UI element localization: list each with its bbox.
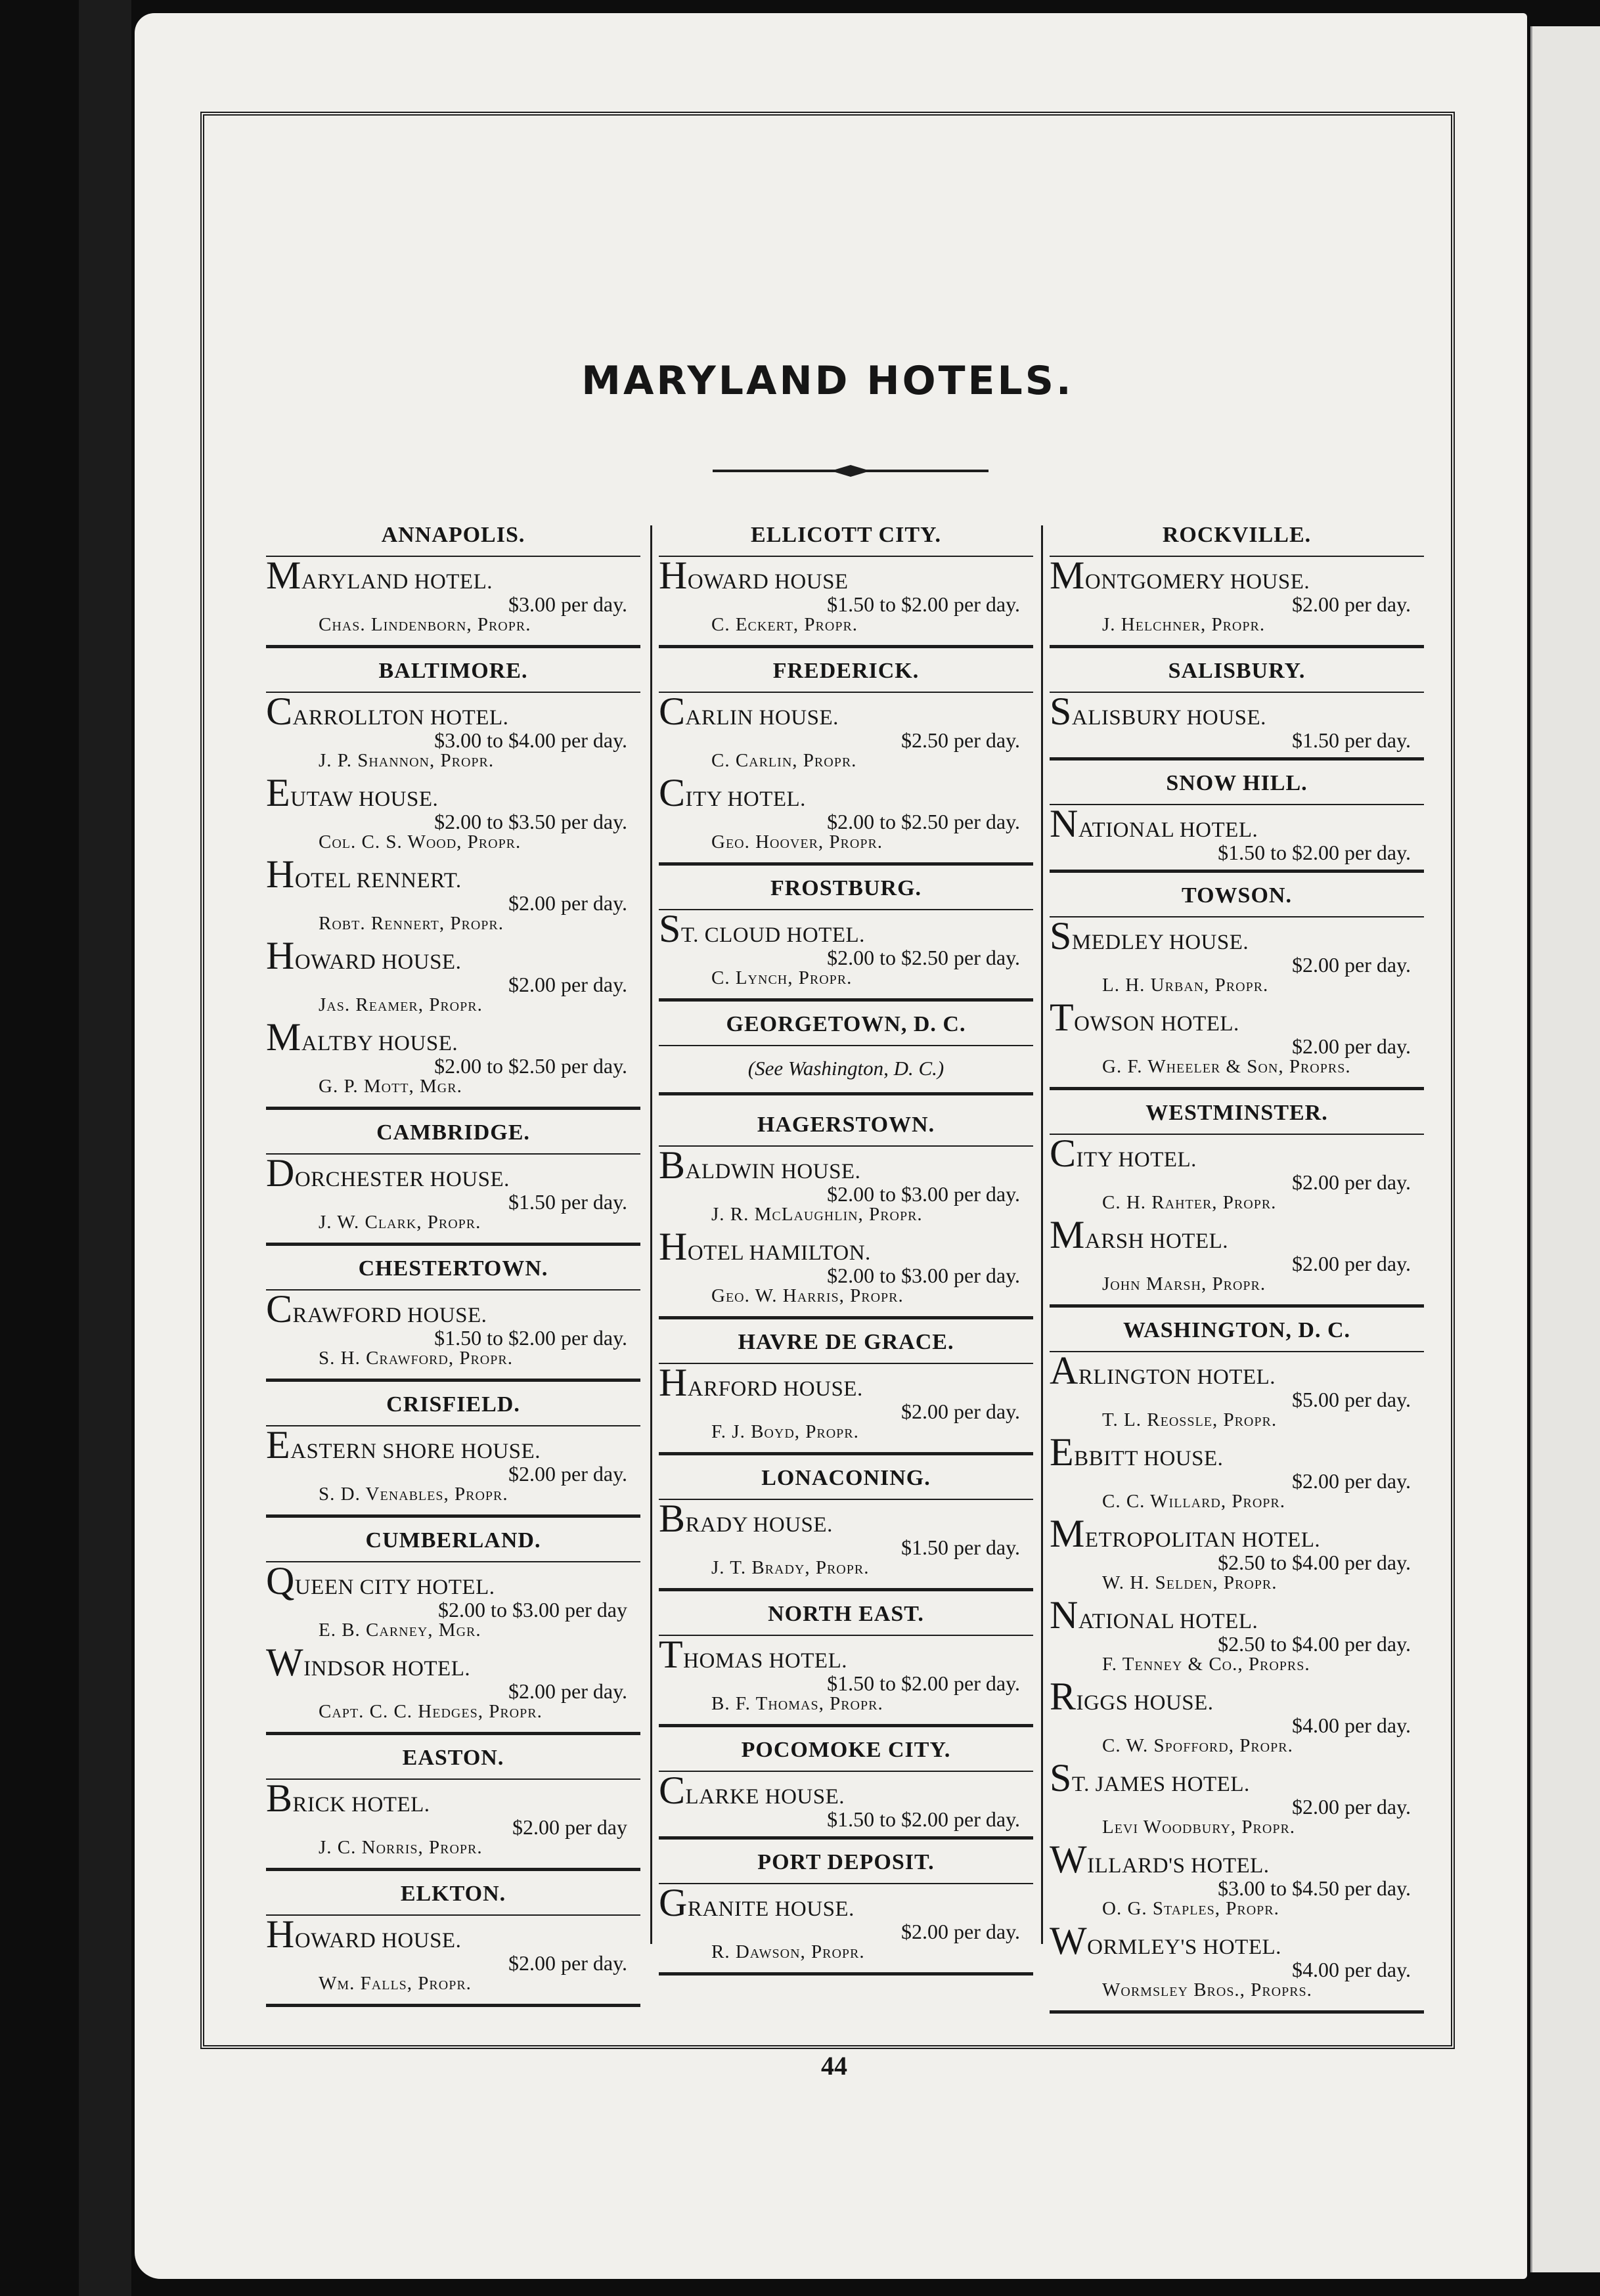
city-heading: PORT DEPOSIT.	[659, 1840, 1033, 1884]
hotel-initial: C	[659, 690, 686, 733]
hotel-entry	[1050, 1430, 1424, 1515]
hotel-initial: Q	[266, 1559, 295, 1602]
hotel-entry	[659, 690, 1033, 774]
hotel-name-rest: ARYLAND HOTEL.	[301, 570, 493, 594]
hotel-initial: W	[1050, 1838, 1088, 1881]
hotel-name-rest: OWSON HOTEL.	[1074, 1012, 1239, 1036]
city-heading: POCOMOKE CITY.	[659, 1727, 1033, 1772]
hotel-name-rest: LARKE HOUSE.	[685, 1785, 845, 1809]
city-section	[659, 512, 1033, 648]
hotel-proprietor: C. Eckert, Propr.	[711, 614, 858, 635]
hotel-entry	[1050, 996, 1424, 1080]
hotel-entry	[266, 1015, 640, 1100]
hotel-entry	[1050, 1132, 1424, 1216]
hotel-proprietor: W. H. Selden, Propr.	[1102, 1572, 1278, 1593]
hotel-proprietor: Wormsley Bros., Proprs.	[1102, 1979, 1312, 2000]
hotel-entry	[266, 1287, 640, 1372]
hotel-name-rest: OTEL RENNERT.	[294, 869, 462, 893]
city-heading: WESTMINSTER.	[1050, 1090, 1424, 1135]
hotel-name	[266, 1151, 638, 1195]
city-heading: SALISBURY.	[1050, 648, 1424, 693]
city-section	[266, 1735, 640, 1871]
hotel-entry	[1050, 1756, 1424, 1841]
hotel-name-rest: ALISBURY HOUSE.	[1071, 706, 1266, 730]
hotel-rate: $5.00 per day.	[1292, 1388, 1411, 1411]
hotel-name	[1050, 554, 1421, 597]
hotel-rate: $2.00 to $2.50 per day.	[827, 810, 1020, 833]
city-heading: HAVRE DE GRACE.	[659, 1319, 1033, 1364]
city-heading: FREDERICK.	[659, 648, 1033, 693]
city-heading: ROCKVILLE.	[1050, 512, 1424, 557]
hotel-proprietor: T. L. Reossle, Propr.	[1102, 1409, 1278, 1430]
hotel-name-rest: RICK HOTEL.	[292, 1793, 430, 1817]
hotel-proprietor: F. J. Boyd, Propr.	[711, 1421, 859, 1442]
hotel-initial: C	[266, 690, 293, 733]
hotel-proprietor: Col. C. S. Wood, Propr.	[319, 831, 522, 852]
hotel-name	[1050, 914, 1421, 958]
hotel-initial: S	[1050, 1756, 1072, 1799]
hotel-name-rest: ARLIN HOUSE.	[685, 706, 839, 730]
hotel-name	[1050, 1919, 1421, 1962]
book-spine	[79, 0, 131, 2296]
hotel-name-rest: ATIONAL HOTEL.	[1078, 1610, 1258, 1633]
hotel-rate: $2.00 per day.	[508, 1462, 627, 1486]
city-heading: CUMBERLAND.	[266, 1518, 640, 1562]
hotel-name	[266, 1423, 638, 1467]
city-section	[659, 1002, 1033, 1102]
hotel-name-rest: OWARD HOUSE.	[294, 950, 462, 974]
hotel-entry	[659, 1143, 1033, 1228]
city-heading: WASHINGTON, D. C.	[1050, 1308, 1424, 1352]
hotel-entry	[1050, 1838, 1424, 1922]
hotel-proprietor: C. Carlin, Propr.	[711, 750, 857, 771]
hotel-name	[659, 1143, 1031, 1187]
city-section	[1050, 873, 1424, 1090]
hotel-name-rest: ATIONAL HOTEL.	[1078, 818, 1258, 842]
hotel-rate: $2.00 per day.	[1292, 1170, 1411, 1194]
hotel-name-rest: ORMLEY'S HOTEL.	[1087, 1935, 1281, 1959]
city-heading: GEORGETOWN, D. C.	[659, 1002, 1033, 1046]
city-heading: FROSTBURG.	[659, 866, 1033, 910]
hotel-entry	[1050, 1675, 1424, 1759]
hotel-rate: $2.00 per day.	[508, 1679, 627, 1703]
hotel-name	[266, 771, 638, 814]
hotel-initial: S	[1050, 690, 1072, 733]
hotel-name	[266, 690, 638, 733]
hotel-name	[659, 1497, 1031, 1540]
hotel-rate: $4.00 per day.	[1292, 1713, 1411, 1737]
hotel-name	[266, 934, 638, 977]
hotel-rate: $1.50 to $2.00 per day.	[827, 1807, 1020, 1831]
hotel-name	[266, 1287, 638, 1331]
hotel-entry	[266, 771, 640, 856]
hotel-name-rest: RADY HOUSE.	[685, 1513, 833, 1537]
hotel-entry	[266, 934, 640, 1019]
hotel-proprietor: J. C. Norris, Propr.	[319, 1837, 483, 1858]
hotel-rate: $1.50 per day.	[1292, 728, 1411, 752]
hotel-entry	[1050, 1349, 1424, 1434]
hotel-initial: N	[1050, 1593, 1078, 1637]
hotel-rate: $2.00 per day.	[1292, 1795, 1411, 1819]
hotel-name-rest: ARROLLTON HOTEL.	[292, 706, 509, 730]
hotel-column	[659, 512, 1033, 1976]
hotel-rate: $2.50 to $4.00 per day.	[1218, 1551, 1411, 1574]
hotel-rate: $3.00 to $4.00 per day.	[434, 728, 627, 752]
hotel-proprietor: J. R. McLaughlin, Propr.	[711, 1204, 923, 1225]
city-section	[659, 866, 1033, 1002]
city-section	[659, 1727, 1033, 1840]
hotel-name	[1050, 1430, 1421, 1474]
hotel-entry	[659, 1881, 1033, 1966]
hotel-rate: $2.00 per day.	[508, 1951, 627, 1975]
hotel-entry	[1050, 690, 1424, 752]
hotel-name-rest: ARSH HOTEL.	[1084, 1229, 1229, 1253]
hotel-rate: $3.00 to $4.50 per day.	[1218, 1876, 1411, 1900]
hotel-entry	[1050, 1213, 1424, 1298]
city-section	[266, 1110, 640, 1246]
facing-page-edge	[1530, 26, 1600, 2272]
hotel-entry	[266, 1641, 640, 1725]
city-section	[1050, 1090, 1424, 1308]
hotel-initial: E	[266, 1423, 291, 1467]
hotel-entry	[266, 852, 640, 937]
hotel-proprietor: C. H. Rahter, Propr.	[1102, 1192, 1277, 1213]
hotel-entry	[266, 1423, 640, 1508]
hotel-name-rest: ETROPOLITAN HOTEL.	[1084, 1528, 1321, 1552]
city-heading: LONACONING.	[659, 1455, 1033, 1500]
hotel-initial: A	[1050, 1349, 1078, 1392]
hotel-name	[1050, 690, 1421, 733]
city-section	[659, 1591, 1033, 1727]
hotel-rate: $2.00 per day.	[508, 973, 627, 996]
hotel-initial: H	[659, 1225, 688, 1268]
hotel-name-rest: IGGS HOUSE.	[1076, 1691, 1214, 1715]
hotel-entry	[266, 1559, 640, 1644]
hotel-proprietor: John Marsh, Propr.	[1102, 1273, 1266, 1294]
hotel-initial: W	[266, 1641, 304, 1684]
city-section	[659, 1319, 1033, 1455]
hotel-name	[1050, 1213, 1421, 1256]
hotel-initial: T	[659, 1633, 684, 1676]
hotel-name-rest: ONTGOMERY HOUSE.	[1084, 570, 1310, 594]
city-heading: ELLICOTT CITY.	[659, 512, 1033, 557]
hotel-initial: H	[659, 1361, 688, 1404]
page-number: 44	[821, 2051, 847, 2081]
hotel-name-rest: ALDWIN HOUSE.	[685, 1160, 861, 1183]
column-divider	[650, 525, 652, 1944]
hotel-rate: $4.00 per day.	[1292, 1958, 1411, 1981]
hotel-rate: $2.00 per day.	[901, 1400, 1020, 1423]
hotel-proprietor: Capt. C. C. Hedges, Propr.	[319, 1701, 543, 1722]
hotel-column	[266, 512, 640, 2007]
hotel-rate: $2.00 to $3.00 per day.	[827, 1182, 1020, 1206]
hotel-proprietor: Chas. Lindenborn, Propr.	[319, 614, 531, 635]
city-heading: EASTON.	[266, 1735, 640, 1780]
hotel-initial: E	[1050, 1430, 1075, 1474]
hotel-initial: M	[1050, 1213, 1085, 1256]
hotel-initial: C	[659, 1769, 686, 1812]
hotel-proprietor: Wm. Falls, Propr.	[319, 1973, 472, 1994]
hotel-name	[659, 1633, 1031, 1676]
hotel-proprietor: J. Helchner, Propr.	[1102, 614, 1266, 635]
hotel-proprietor: G. P. Mott, Mgr.	[319, 1076, 462, 1097]
hotel-entry	[1050, 1512, 1424, 1597]
hotel-name	[1050, 1512, 1421, 1555]
hotel-rate: $2.00 per day.	[508, 891, 627, 915]
hotel-initial: B	[659, 1143, 686, 1187]
hotel-proprietor: E. B. Carney, Mgr.	[319, 1620, 481, 1641]
hotel-rate: $2.00 to $3.00 per day	[438, 1598, 627, 1622]
hotel-entry	[659, 1497, 1033, 1581]
hotel-name	[1050, 1349, 1421, 1392]
hotel-name	[1050, 802, 1421, 845]
hotel-rate: $2.00 to $2.50 per day.	[827, 946, 1020, 969]
hotel-rate: $2.00 per day.	[1292, 1034, 1411, 1058]
hotel-name	[1050, 1593, 1421, 1637]
hotel-name	[659, 690, 1031, 733]
hotel-proprietor: C. C. Willard, Propr.	[1102, 1491, 1285, 1512]
hotel-rate: $2.00 per day.	[1292, 1469, 1411, 1493]
city-heading: ANNAPOLIS.	[266, 512, 640, 557]
hotel-initial: E	[266, 771, 291, 814]
city-heading: TOWSON.	[1050, 873, 1424, 917]
hotel-rate: $2.00 per day.	[1292, 592, 1411, 616]
hotel-name-rest: MEDLEY HOUSE.	[1071, 931, 1249, 954]
hotel-proprietor: R. Dawson, Propr.	[711, 1941, 865, 1962]
hotel-proprietor: J. P. Shannon, Propr.	[319, 750, 495, 771]
city-heading: HAGERSTOWN.	[659, 1102, 1033, 1147]
hotel-name	[659, 771, 1031, 814]
hotel-name-rest: RAWFORD HOUSE.	[292, 1304, 487, 1327]
city-section	[1050, 761, 1424, 873]
hotel-entry	[1050, 554, 1424, 638]
hotel-name-rest: RANITE HOUSE.	[687, 1897, 855, 1921]
hotel-name-rest: OTEL HAMILTON.	[687, 1241, 871, 1265]
hotel-name-rest: INDSOR HOTEL.	[303, 1657, 471, 1681]
hotel-entry	[659, 1633, 1033, 1717]
hotel-entry	[659, 1361, 1033, 1446]
hotel-name-rest: ASTERN SHORE HOUSE.	[290, 1440, 541, 1463]
hotel-proprietor: F. Tenney & Co., Proprs.	[1102, 1654, 1310, 1675]
hotel-initial: C	[659, 771, 686, 814]
hotel-initial: B	[659, 1497, 686, 1540]
hotel-proprietor: J. T. Brady, Propr.	[711, 1557, 870, 1578]
hotel-name-rest: BBITT HOUSE.	[1074, 1447, 1224, 1470]
hotel-initial: M	[266, 1015, 301, 1059]
hotel-name-rest: UEEN CITY HOTEL.	[294, 1576, 495, 1599]
hotel-name-rest: RLINGTON HOTEL.	[1078, 1365, 1276, 1389]
city-section	[266, 648, 640, 1110]
city-heading: CRISFIELD.	[266, 1382, 640, 1426]
city-section	[266, 1518, 640, 1735]
hotel-rate: $1.50 to $2.00 per day.	[827, 592, 1020, 616]
hotel-initial: H	[659, 554, 688, 597]
hotel-initial: R	[1050, 1675, 1077, 1718]
hotel-initial: H	[266, 852, 295, 896]
hotel-name-rest: ITY HOTEL.	[685, 787, 806, 811]
city-section	[659, 1102, 1033, 1319]
hotel-name-rest: OWARD HOUSE	[687, 570, 849, 594]
hotel-rate: $1.50 to $2.00 per day.	[434, 1326, 627, 1350]
hotel-rate: $3.00 per day.	[508, 592, 627, 616]
hotel-entry	[659, 1769, 1033, 1831]
hotel-name-rest: UTAW HOUSE.	[290, 787, 439, 811]
city-section	[266, 1246, 640, 1382]
hotel-rate: $2.00 per day.	[901, 1920, 1020, 1943]
hotel-proprietor: Geo. W. Harris, Propr.	[711, 1285, 904, 1306]
hotel-name	[659, 1769, 1031, 1812]
hotel-initial: S	[1050, 914, 1072, 958]
city-section	[659, 648, 1033, 866]
hotel-initial: H	[266, 1912, 295, 1956]
hotel-rate: $1.50 to $2.00 per day.	[1218, 841, 1411, 864]
city-heading: SNOW HILL.	[1050, 761, 1424, 805]
hotel-name	[266, 1559, 638, 1602]
city-section	[266, 512, 640, 648]
hotel-name	[1050, 1756, 1421, 1799]
hotel-initial: G	[659, 1881, 688, 1924]
city-section	[1050, 512, 1424, 648]
hotel-initial: H	[266, 934, 295, 977]
hotel-proprietor: Robt. Rennert, Propr.	[319, 913, 504, 934]
hotel-name	[1050, 1132, 1421, 1175]
hotel-name-rest: T. JAMES HOTEL.	[1071, 1773, 1250, 1796]
hotel-rate: $2.00 to $3.50 per day.	[434, 810, 627, 833]
city-section	[1050, 648, 1424, 761]
hotel-name-rest: HOMAS HOTEL.	[683, 1649, 847, 1673]
hotel-proprietor: Geo. Hoover, Propr.	[711, 831, 883, 852]
hotel-proprietor: J. W. Clark, Propr.	[319, 1212, 481, 1233]
hotel-entry	[659, 1225, 1033, 1310]
city-heading: NORTH EAST.	[659, 1591, 1033, 1636]
city-section	[659, 1840, 1033, 1976]
hotel-initial: T	[1050, 996, 1075, 1039]
hotel-entry	[266, 1151, 640, 1236]
hotel-name-rest: ALTBY HOUSE.	[301, 1032, 458, 1055]
hotel-proprietor: Levi Woodbury, Propr.	[1102, 1817, 1296, 1838]
hotel-proprietor: S. D. Venables, Propr.	[319, 1484, 508, 1505]
hotel-entry	[1050, 1919, 1424, 2004]
hotel-initial: C	[266, 1287, 293, 1331]
hotel-rate: $2.50 to $4.00 per day.	[1218, 1632, 1411, 1656]
city-section	[266, 1871, 640, 2007]
hotel-name-rest: ITY HOTEL.	[1076, 1148, 1197, 1172]
city-note: (See Washington, D. C.)	[659, 1046, 1033, 1095]
hotel-name	[266, 1777, 638, 1820]
hotel-name-rest: ILLARD'S HOTEL.	[1087, 1854, 1270, 1878]
hotel-entry	[659, 771, 1033, 856]
hotel-name	[1050, 996, 1421, 1039]
hotel-name-rest: T. CLOUD HOTEL.	[680, 923, 865, 947]
hotel-name	[1050, 1675, 1421, 1718]
hotel-rate: $2.00 per day.	[1292, 953, 1411, 977]
ornament-rule	[713, 461, 989, 481]
hotel-proprietor: B. F. Thomas, Propr.	[711, 1693, 883, 1714]
hotel-rate: $2.00 to $2.50 per day.	[434, 1054, 627, 1078]
hotel-proprietor: O. G. Staples, Propr.	[1102, 1898, 1279, 1919]
city-section	[266, 1382, 640, 1518]
hotel-entry	[659, 907, 1033, 992]
hotel-proprietor: C. W. Spofford, Propr.	[1102, 1735, 1293, 1756]
page-title: MARYLAND HOTELS.	[581, 358, 1074, 404]
hotel-entry	[266, 554, 640, 638]
city-heading: CHESTERTOWN.	[266, 1246, 640, 1291]
hotel-rate: $2.00 to $3.00 per day.	[827, 1264, 1020, 1287]
hotel-name	[266, 1912, 638, 1956]
hotel-name	[659, 907, 1031, 950]
hotel-column	[1050, 512, 1424, 2014]
hotel-rate: $2.00 per day.	[1292, 1252, 1411, 1275]
hotel-initial: B	[266, 1777, 293, 1820]
hotel-entry	[1050, 802, 1424, 864]
hotel-name	[266, 1015, 638, 1059]
hotel-proprietor: C. Lynch, Propr.	[711, 967, 853, 988]
hotel-entry	[1050, 914, 1424, 999]
hotel-name	[266, 1641, 638, 1684]
hotel-proprietor: S. H. Crawford, Propr.	[319, 1348, 513, 1369]
city-section	[1050, 1308, 1424, 2014]
hotel-initial: M	[1050, 554, 1085, 597]
hotel-initial: M	[266, 554, 301, 597]
hotel-rate: $2.50 per day.	[901, 728, 1020, 752]
hotel-name	[659, 1881, 1031, 1924]
city-heading: ELKTON.	[266, 1871, 640, 1916]
hotel-initial: D	[266, 1151, 295, 1195]
hotel-entry	[266, 1777, 640, 1861]
hotel-name	[659, 1361, 1031, 1404]
hotel-rate: $1.50 per day.	[901, 1535, 1020, 1559]
hotel-proprietor: G. F. Wheeler & Son, Proprs.	[1102, 1056, 1351, 1077]
column-divider	[1041, 525, 1043, 1944]
hotel-proprietor: Jas. Reamer, Propr.	[319, 994, 483, 1015]
hotel-entry	[1050, 1593, 1424, 1678]
hotel-rate: $1.50 to $2.00 per day.	[827, 1671, 1020, 1695]
hotel-entry	[266, 1912, 640, 1997]
hotel-initial: N	[1050, 802, 1078, 845]
hotel-initial: W	[1050, 1919, 1088, 1962]
hotel-name-rest: ORCHESTER HOUSE.	[294, 1168, 510, 1191]
hotel-initial: C	[1050, 1132, 1077, 1175]
hotel-entry	[266, 690, 640, 774]
hotel-name-rest: ARFORD HOUSE.	[687, 1377, 863, 1401]
hotel-initial: S	[659, 907, 681, 950]
hotel-name	[659, 1225, 1031, 1268]
hotel-name	[266, 852, 638, 896]
hotel-name-rest: OWARD HOUSE.	[294, 1929, 462, 1953]
hotel-name	[266, 554, 638, 597]
hotel-name	[1050, 1838, 1421, 1881]
hotel-proprietor: L. H. Urban, Propr.	[1102, 975, 1269, 996]
hotel-entry	[659, 554, 1033, 638]
city-heading: CAMBRIDGE.	[266, 1110, 640, 1155]
hotel-rate: $2.00 per day	[512, 1815, 627, 1839]
hotel-initial: M	[1050, 1512, 1085, 1555]
city-heading: BALTIMORE.	[266, 648, 640, 693]
hotel-name	[659, 554, 1031, 597]
hotel-rate: $1.50 per day.	[508, 1190, 627, 1214]
city-section	[659, 1455, 1033, 1591]
